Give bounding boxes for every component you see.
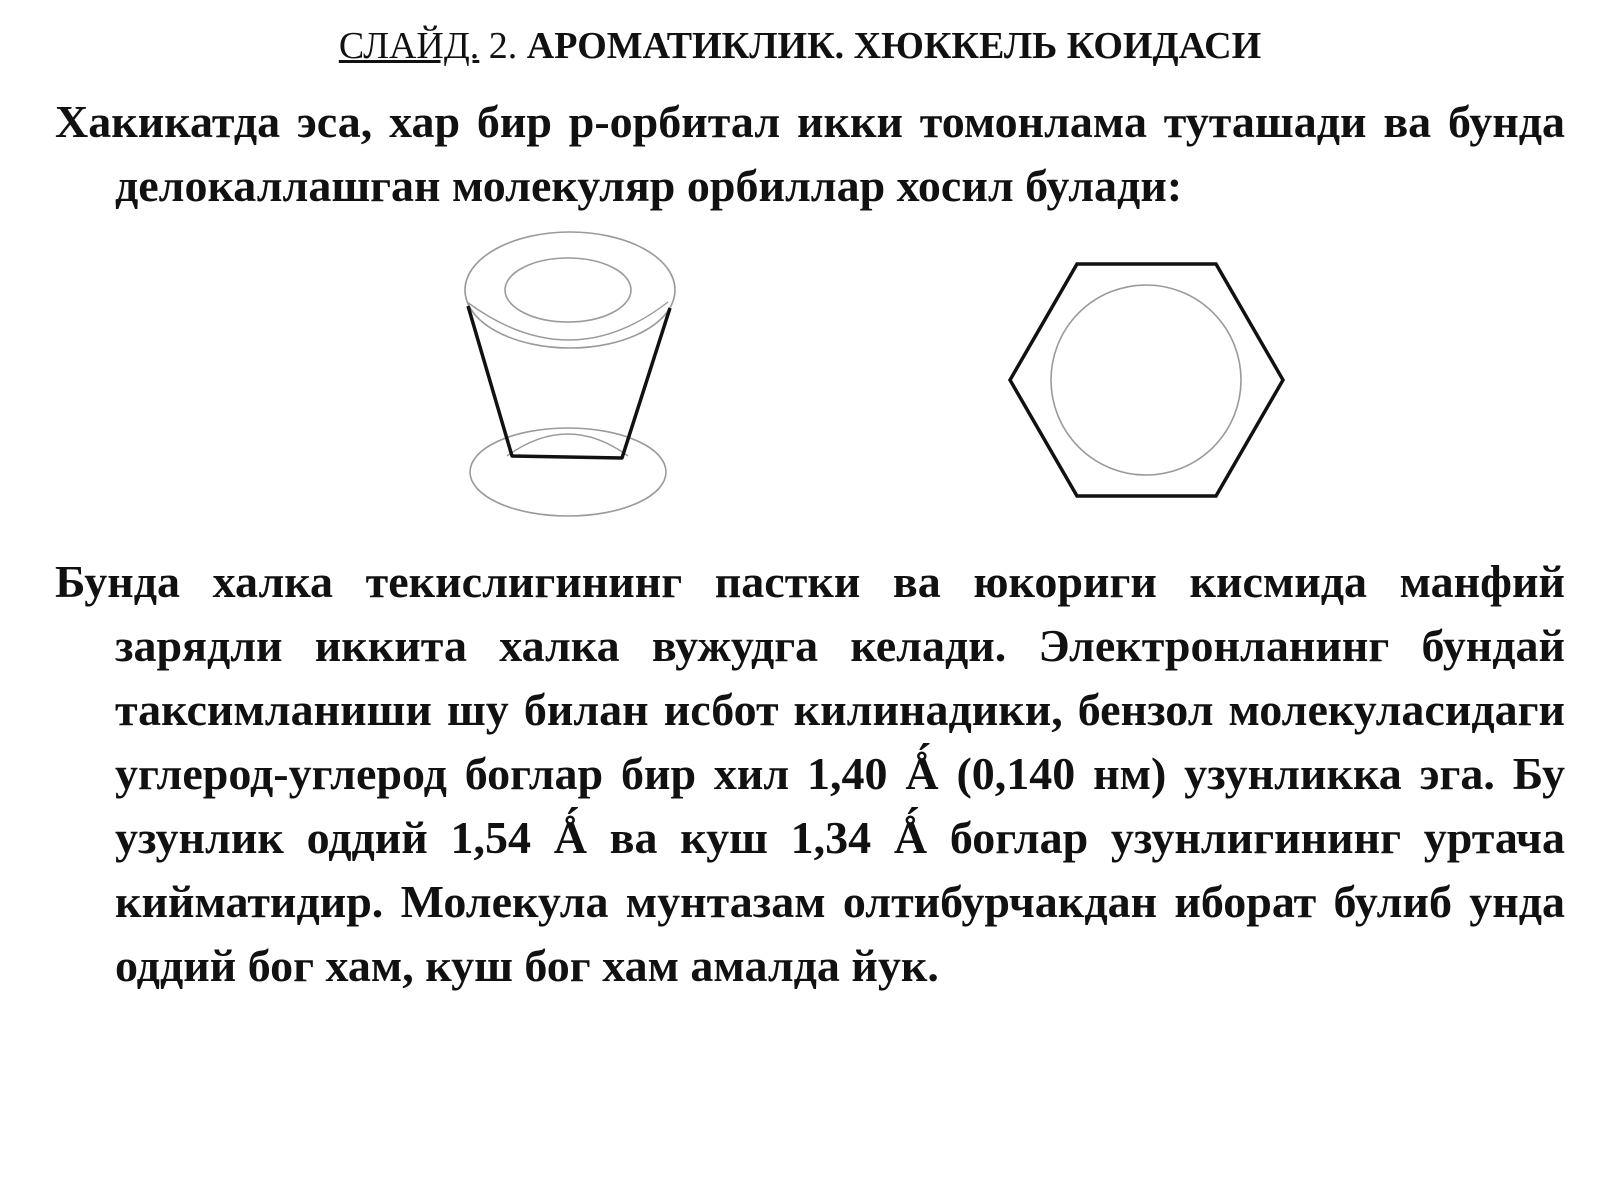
intro-paragraph: Хакикатда эса, хар бир р-орбитал икки томонлама туташади ва бунда делокаллашган молекуляр орбиллар хосил булади: xyxy=(55,96,1565,211)
delocalized-ring-circle xyxy=(1051,285,1241,475)
slide-title xyxy=(0,22,1600,70)
upper-orbital-inner-ring xyxy=(505,258,631,322)
benzene-hexagon-view xyxy=(1010,264,1283,496)
slide-label: СЛАЙД. xyxy=(338,25,480,67)
benzene-orbital-svg xyxy=(440,230,1320,540)
ring-plane-outline xyxy=(468,306,670,458)
lower-orbital-inner-arc xyxy=(507,434,628,456)
slide-heading: АРОМАТИКЛИК. ХЮККЕЛЬ КОИДАСИ xyxy=(526,25,1262,67)
orbital-side-view xyxy=(465,232,675,516)
benzene-figure xyxy=(440,230,1320,540)
upper-orbital-outer-ring xyxy=(465,232,675,348)
slide-number: 2. xyxy=(488,25,518,67)
lower-orbital-outer-ring xyxy=(470,428,666,516)
explanation-paragraph: Бунда халка текислигининг пастки ва юкориги кисмида манфий зарядли иккита халка вужудга келади. Электронланинг бундай таксимланиши шу билан исбот килинадики, бензол молекуласидаги углерод-углерод боглар бир хил 1,40 Ǻ (0,140 нм) узунликка эга. Бу узунлик оддий 1,54 Ǻ ва куш 1,34 Ǻ боглар узунлигининг уртача кийматидир. Молекула мунтазам олтибурчакдан иборат булиб унда оддий бог хам, куш бог хам амалда йук. xyxy=(55,556,1565,991)
